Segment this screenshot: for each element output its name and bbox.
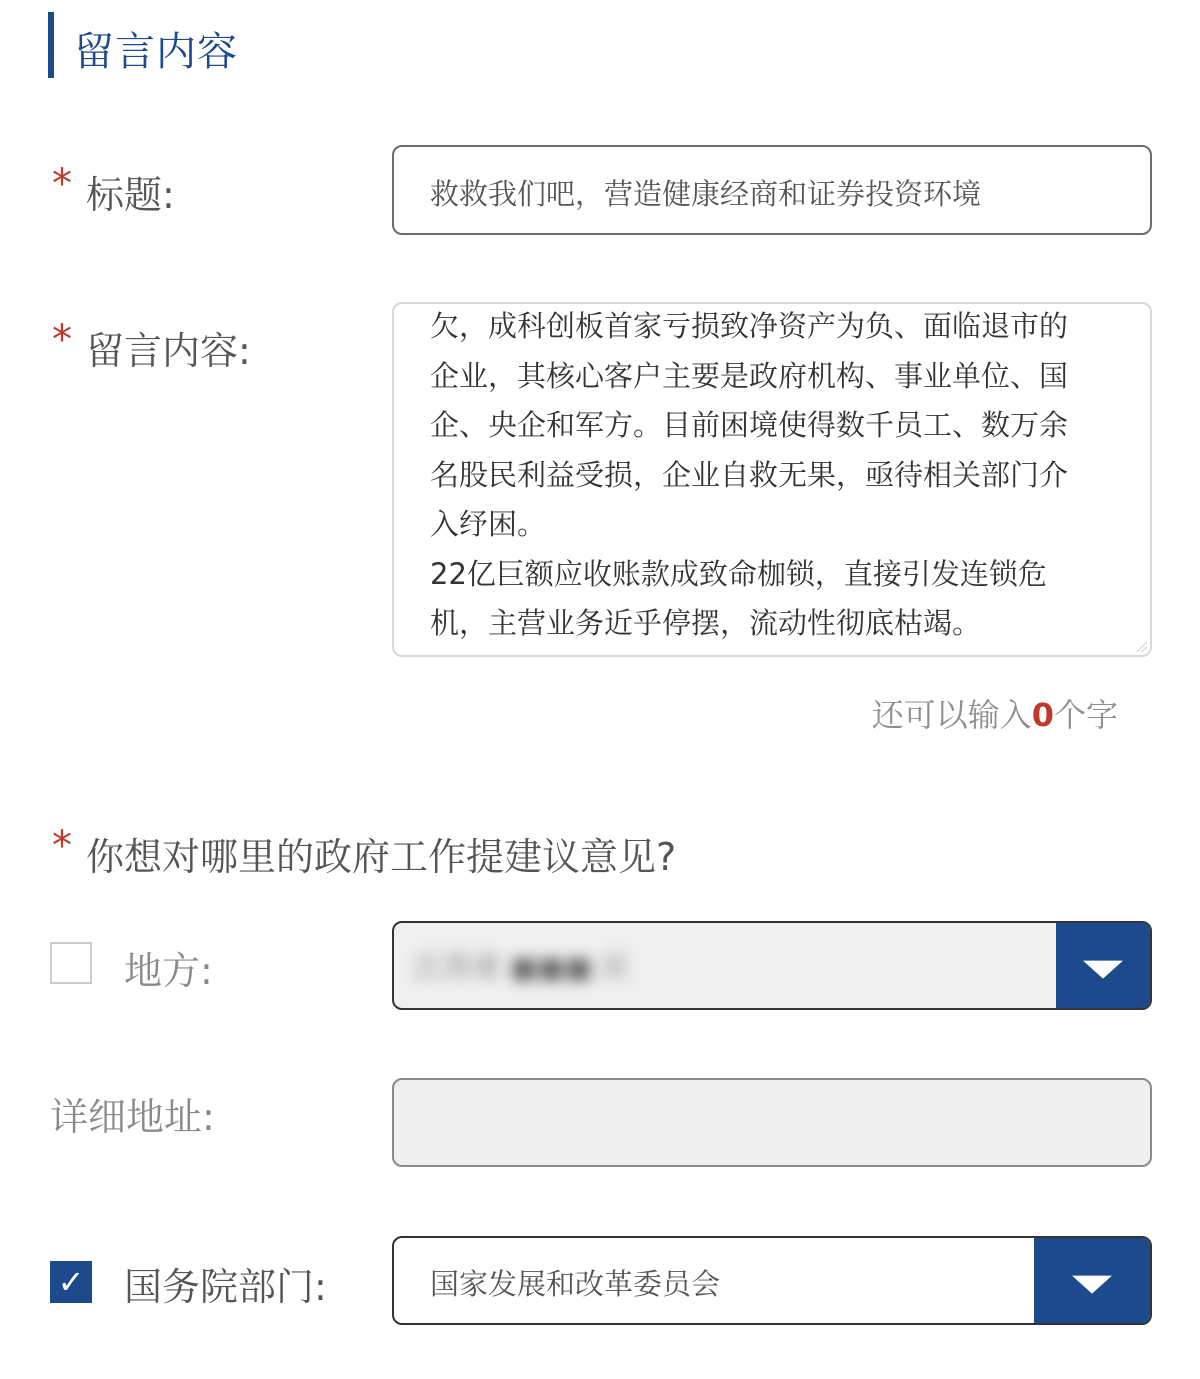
local-select[interactable] xyxy=(392,921,1152,1010)
local-label: 地方: xyxy=(124,949,213,993)
state-council-dropdown-button[interactable] xyxy=(1034,1238,1150,1323)
section-accent-bar xyxy=(48,12,54,78)
required-marker: * xyxy=(52,823,72,869)
content-line: 企、央企和军方。目前困境使得数千员工、数万余 xyxy=(430,408,1069,442)
state-council-checkbox[interactable] xyxy=(50,1261,92,1303)
local-select-value: 江苏省 ■■■ 区 xyxy=(414,950,631,984)
content-text xyxy=(430,302,1114,649)
section-title: 留言内容 xyxy=(74,29,238,75)
title-label: 标题: xyxy=(86,173,175,217)
content-label: 留言内容: xyxy=(86,329,251,373)
question-label: 你想对哪里的政府工作提建议意见? xyxy=(86,835,677,879)
chevron-down-icon xyxy=(1072,1275,1112,1293)
address-input[interactable] xyxy=(392,1078,1152,1167)
local-checkbox[interactable] xyxy=(50,942,92,984)
title-input[interactable] xyxy=(392,145,1152,235)
char-counter-prefix: 还可以输入 xyxy=(871,696,1032,734)
local-dropdown-button[interactable] xyxy=(1056,923,1150,1008)
check-icon: ✓ xyxy=(57,1263,85,1301)
content-line: 企业，其核心客户主要是政府机构、事业单位、国 xyxy=(430,358,1069,393)
required-marker: * xyxy=(52,317,72,363)
content-line: 22亿巨额应收账款成致命枷锁，直接引发连锁危 xyxy=(430,556,1047,591)
address-label: 详细地址: xyxy=(50,1095,215,1139)
content-line: 名股民利益受损，企业自救无果，亟待相关部门介 xyxy=(430,457,1069,492)
content-line: 入纾困。 xyxy=(430,507,547,541)
content-line: 机，主营业务近乎停摆，流动性彻底枯竭。 xyxy=(430,606,982,640)
state-council-select-value: 国家发展和改革委员会 xyxy=(430,1267,721,1301)
title-input-value: 救救我们吧，营造健康经商和证券投资环境 xyxy=(430,177,982,211)
content-textarea[interactable] xyxy=(392,302,1152,657)
state-council-label: 国务院部门: xyxy=(124,1265,327,1309)
state-council-select[interactable] xyxy=(392,1236,1152,1325)
content-line: 欠，成科创板首家亏损致净资产为负、面临退市的 xyxy=(430,309,1069,343)
chevron-down-icon xyxy=(1083,960,1123,978)
char-counter xyxy=(872,690,1118,736)
resize-grip-icon[interactable] xyxy=(1137,642,1147,652)
required-marker: * xyxy=(52,161,72,207)
char-counter-suffix: 个字 xyxy=(1053,696,1118,734)
char-counter-number: 0 xyxy=(1031,696,1054,734)
